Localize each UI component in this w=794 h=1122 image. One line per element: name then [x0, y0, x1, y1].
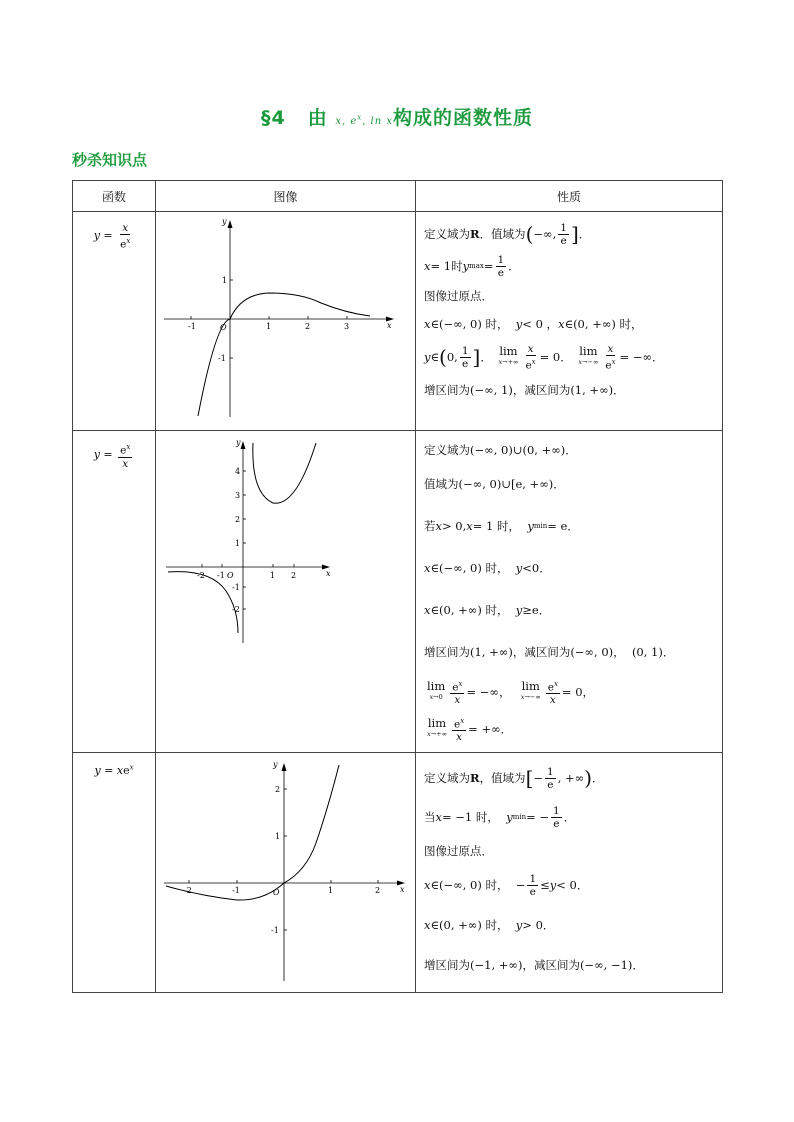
function-cell — [73, 212, 156, 431]
function-graph — [156, 753, 415, 992]
y-axis-arrow — [241, 441, 246, 449]
table-row — [73, 212, 723, 431]
graph-cell — [156, 753, 416, 993]
property-line: x ∈(−∞, 0) 时， y <0． — [424, 561, 551, 575]
x-tick-label: 1 — [328, 886, 334, 895]
property-line: 当 x = −1 时， y min = − $\frac{1}{e}$ ． — [424, 804, 576, 830]
graph-cell — [156, 431, 416, 753]
y-tick-label: 3 — [235, 491, 241, 500]
property-line: 值域为(−∞, 0)∪[e, +∞)． — [424, 477, 565, 491]
x-tick-label: -2 — [197, 571, 205, 580]
property-line: 增区间为(−∞, 1)，减区间为(1, +∞)． — [424, 383, 625, 397]
negative-branch-curve — [168, 572, 238, 633]
property-line: 增区间为(−1, +∞)，减区间为(−∞, −1)． — [424, 958, 644, 972]
page-title — [0, 103, 794, 130]
function-graph — [156, 212, 415, 430]
x-axis-label: x — [387, 321, 392, 330]
property-line: 若 x > 0, x = 1 时， y min = e． — [424, 519, 579, 533]
x-tick-label: 1 — [266, 322, 272, 331]
properties-cell — [416, 431, 723, 753]
property-line: 增区间为(1, +∞)，减区间为(−∞, 0)， (0, 1)． — [424, 645, 675, 659]
x-axis-label: x — [400, 885, 405, 894]
x-axis-label: x — [326, 569, 331, 578]
y-axis-arrow — [282, 763, 287, 771]
y-tick-label: 2 — [275, 785, 281, 794]
properties-cell — [416, 753, 723, 993]
positive-branch-curve — [253, 443, 316, 503]
x-tick-label: -1 — [232, 886, 240, 895]
y-axis-arrow — [228, 220, 233, 228]
x-tick-label: -1 — [188, 322, 196, 331]
y-tick-label: 1 — [222, 276, 228, 285]
property-line: y ∈ ( 0, $\frac{1}{e}$ ] ． lim x→+∞ $\frac{x}{e^x}$ = 0． lim x→−∞ $\frac{x}{e^x}$ = −∞． — [424, 342, 664, 372]
section-subtitle: 秒杀知识点 — [72, 151, 148, 169]
property-line: x = 1时 y max = $\frac{1}{e}$ ． — [424, 253, 520, 279]
y-tick-label: -1 — [271, 926, 279, 935]
table-header-row — [73, 181, 723, 212]
origin-label: O — [273, 888, 280, 897]
function-formula: $y = xe^x$ — [94, 763, 134, 777]
x-tick-label: 3 — [344, 322, 350, 331]
x-tick-label: 2 — [291, 571, 297, 580]
origin-label: O — [220, 323, 227, 332]
property-line: x ∈(−∞, 0) 时， − $\frac{1}{e}$ ≤ y < 0． — [424, 872, 589, 898]
x-tick-label: 2 — [375, 886, 381, 895]
property-line: x ∈(0, +∞) 时， y > 0． — [424, 918, 555, 932]
y-tick-label: 1 — [235, 539, 241, 548]
property-line: x ∈(−∞, 0) 时， y < 0 ， x ∈(0, +∞) 时， — [424, 317, 643, 331]
y-axis-label: y — [236, 438, 241, 447]
property-line: 图像过原点． — [424, 289, 493, 303]
property-line: 定义域为 R ，值域为 [ − $\frac{1}{e}$ , +∞ ) ． — [424, 765, 604, 791]
property-line: x ∈(0, +∞) 时， y ≥e． — [424, 603, 551, 617]
y-tick-label: -1 — [218, 354, 226, 363]
x-tick-label: 1 — [270, 571, 276, 580]
y-axis-label: y — [222, 217, 227, 226]
header-properties: 性质 — [416, 181, 723, 212]
header-graph: 图像 — [156, 181, 416, 212]
property-line: 定义域为(−∞, 0)∪(0, +∞)． — [424, 443, 577, 457]
property-line: 定义域为 R ．值域为 ( −∞, $\frac{1}{e}$ ] ． — [424, 221, 591, 247]
title-math: x, $e^x$, ln x — [335, 113, 394, 127]
graph-cell — [156, 212, 416, 431]
properties-cell — [416, 212, 723, 431]
function-formula: y = $\frac{x}{e^x}$ — [93, 222, 131, 251]
x-tick-label: -1 — [217, 571, 225, 580]
function-properties-table — [72, 180, 723, 993]
property-line: 图像过原点． — [424, 844, 493, 858]
title-suffix: 构成的函数性质 — [393, 107, 534, 129]
function-cell — [73, 753, 156, 993]
function-cell — [73, 431, 156, 753]
table-row — [73, 753, 723, 993]
y-tick-label: -1 — [232, 583, 240, 592]
property-line: lim x→+∞ $\frac{e^x}{x}$ = +∞． — [427, 716, 513, 744]
function-formula: y = $\frac{e^x}{x}$ — [93, 443, 131, 470]
y-tick-label: -2 — [232, 605, 240, 614]
table-row — [73, 431, 723, 753]
section-number: §4 — [260, 107, 286, 129]
y-axis-label: y — [273, 760, 278, 769]
title-prefix: 由 — [307, 107, 328, 129]
property-line: lim x→0 $\frac{e^x}{x}$ = −∞， lim x→−∞ $\frac{e^x}{x}$ = 0， — [427, 679, 595, 707]
y-tick-label: 2 — [235, 515, 241, 524]
y-tick-label: 4 — [235, 467, 241, 476]
y-tick-label: 1 — [275, 832, 281, 841]
function-curve — [166, 765, 339, 900]
function-graph — [156, 431, 415, 752]
origin-label: O — [227, 571, 234, 580]
header-function: 函数 — [73, 181, 156, 212]
x-tick-label: -2 — [184, 886, 192, 895]
x-tick-label: 2 — [305, 322, 311, 331]
